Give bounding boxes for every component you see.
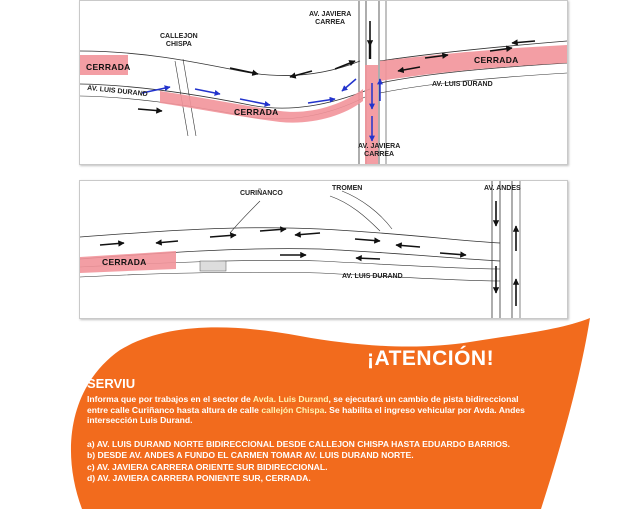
label-luis-durand-left: AV. LUIS DURAND <box>86 84 148 99</box>
notice-intro: Informa que por trabajos en el sector de Avda. Luis Durand, se ejecutará un cambio de pista bidireccional entre calle Curiñanco hasta altura de calle callejón Chispa. Se habilita el ingreso vehicular por Avda. Andes intersección Luis Durand. <box>87 394 525 426</box>
label-javiera-carrea-top: AV. JAVIERA CARREA <box>309 11 352 26</box>
closed-label-west: CERRADA <box>86 62 131 72</box>
label-callejon-chispa: CALLEJON CHISPA <box>160 33 198 48</box>
notice-item-a: a) AV. LUIS DURAND NORTE BIDIRECCIONAL DESDE CALLEJON CHISPA HASTA EDUARDO BARRIOS. <box>87 439 511 449</box>
highlight-luis-durand: Avda. Luis Durand <box>252 394 329 404</box>
closed-label-center: CERRADA <box>234 107 279 117</box>
notice-agency: SERVIU <box>87 376 136 391</box>
label-luis-durand: AV. LUIS DURAND <box>342 273 403 280</box>
closed-label-east: CERRADA <box>474 55 519 65</box>
label-javiera-carrea-bottom: AV. JAVIERA CARREA <box>358 143 401 158</box>
highlight-callejon-chispa: callejón Chispa <box>261 404 325 415</box>
label-curinanco: CURIÑANCO <box>240 190 283 197</box>
label-luis-durand-right: AV. LUIS DURAND <box>432 81 493 88</box>
notice-item-d: d) AV. JAVIERA CARRERA PONIENTE SUR, CERRADA. <box>87 473 311 484</box>
label-av-andes: AV. ANDES <box>484 185 521 192</box>
label-tromen: TROMEN <box>332 185 363 192</box>
notice-items <box>87 439 542 485</box>
notice-heading: ¡ATENCIÓN! <box>367 347 495 370</box>
notice-item-b: b) DESDE AV. ANDES A FUNDO EL CARMEN TOMAR AV. LUIS DURAND NORTE. <box>87 450 414 461</box>
closed-label-bottom: CERRADA <box>102 257 147 267</box>
notice-item-c: c) AV. JAVIERA CARRERA ORIENTE SUR BIDIRECCIONAL. <box>87 461 328 472</box>
